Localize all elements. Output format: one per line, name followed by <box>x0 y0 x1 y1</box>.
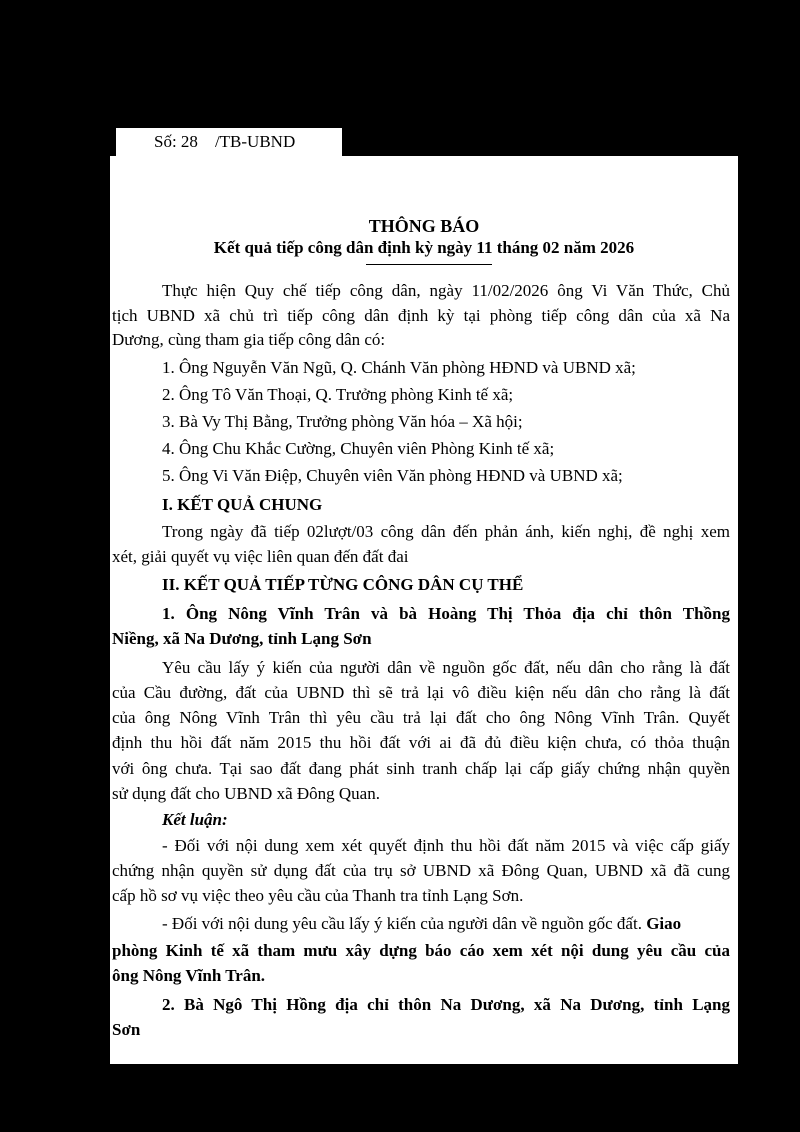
conclusion-line <box>162 912 681 936</box>
participant-item: 2. Ông Tô Văn Thoại, Q. Trưởng phòng Kinh tế xã; <box>162 385 514 404</box>
intro-line: Thực hiện Quy chế tiếp công dân, ngày 11/02/2026 ông Vi Văn Thức, Chủ <box>162 281 730 300</box>
scan-edge-bar <box>68 598 110 1064</box>
document-title: THÔNG BÁO <box>368 216 480 236</box>
section-heading: II. KẾT QUẢ TIẾP TỪNG CÔNG DÂN CỤ THỂ <box>162 575 524 594</box>
document-number: Số: 28 <box>154 132 198 151</box>
participant-item: 1. Ông Nguyễn Văn Ngũ, Q. Chánh Văn phòng HĐND và UBND xã; <box>162 358 636 377</box>
section-text: Trong ngày đã tiếp 02lượt/03 công dân đến phản ánh, kiến nghị, đề nghị xem <box>162 522 730 541</box>
case-request-line: của ông Nông Vĩnh Trân thì yêu cầu trả lại đất cho ông Nông Vĩnh Trân. Quyết <box>112 708 730 727</box>
scan-bottom-edge <box>0 1064 800 1132</box>
case-request-line: của Cầu đường, đất của UBND thì sẽ trả lại vô điều kiện nếu dân cho rằng là đất <box>112 683 730 702</box>
conclusion-plain-text: - Đối với nội dung yêu cầu lấy ý kiến của người dân về nguồn gốc đất. <box>162 914 642 933</box>
participant-item: 4. Ông Chu Khắc Cường, Chuyên viên Phòng Kinh tế xã; <box>162 439 555 458</box>
case-request-line: Yêu cầu lấy ý kiến của người dân về nguồn gốc đất, nếu dân cho rằng là đất <box>162 658 730 677</box>
case-request-line: sử dụng đất cho UBND xã Đông Quan. <box>112 784 380 803</box>
conclusion-bold-line: ông Nông Vĩnh Trân. <box>112 966 266 985</box>
case-heading: Niềng, xã Na Dương, tỉnh Lạng Sơn <box>112 629 372 648</box>
conclusion-label: Kết luận: <box>162 810 228 829</box>
case-request-line: định thu hồi đất năm 2015 thu hồi đất với ai đã đủ điều kiện chưa, có thỏa thuận <box>112 733 730 752</box>
case-request-line: với ông chưa. Tại sao đất đang phát sinh tranh chấp lại cấp giấy chứng nhận quyền <box>112 759 730 778</box>
document-number-box <box>116 128 342 156</box>
conclusion-bold-text: Giao <box>646 914 682 933</box>
section-heading: I. KẾT QUẢ CHUNG <box>162 495 323 514</box>
intro-line: Dương, cùng tham gia tiếp công dân có: <box>112 330 386 349</box>
title-underline <box>366 264 492 265</box>
intro-line: tịch UBND xã chủ trì tiếp công dân định kỳ tại phòng tiếp công dân của xã Na <box>112 306 730 325</box>
participant-item: 3. Bà Vy Thị Bằng, Trưởng phòng Văn hóa – Xã hội; <box>162 412 523 431</box>
case-heading: Sơn <box>112 1020 141 1039</box>
participant-item: 5. Ông Vi Văn Điệp, Chuyên viên Văn phòng HĐND và UBND xã; <box>162 466 623 485</box>
conclusion-line: - Đối với nội dung xem xét quyết định thu hồi đất năm 2015 và việc cấp giấy <box>162 836 730 855</box>
document-code: /TB-UBND <box>214 132 296 151</box>
case-heading: 2. Bà Ngô Thị Hồng địa chỉ thôn Na Dương, xã Na Dương, tỉnh Lạng <box>162 995 730 1014</box>
document-subtitle: Kết quả tiếp công dân định kỳ ngày 11 tháng 02 năm 2026 <box>213 238 635 257</box>
conclusion-bold-line: phòng Kinh tế xã tham mưu xây dựng báo cáo xem xét nội dung yêu cầu của <box>112 941 730 960</box>
conclusion-line: chứng nhận quyền sử dụng đất của trụ sở UBND xã Đông Quan, UBND xã đã cung <box>112 861 730 880</box>
section-text: xét, giải quyết vụ việc liên quan đến đất đai <box>112 547 409 566</box>
case-heading: 1. Ông Nông Vĩnh Trân và bà Hoàng Thị Thỏa địa chỉ thôn Thồng <box>162 604 730 623</box>
conclusion-line: cấp hồ sơ vụ việc theo yêu cầu của Thanh tra tỉnh Lạng Sơn. <box>112 886 524 905</box>
